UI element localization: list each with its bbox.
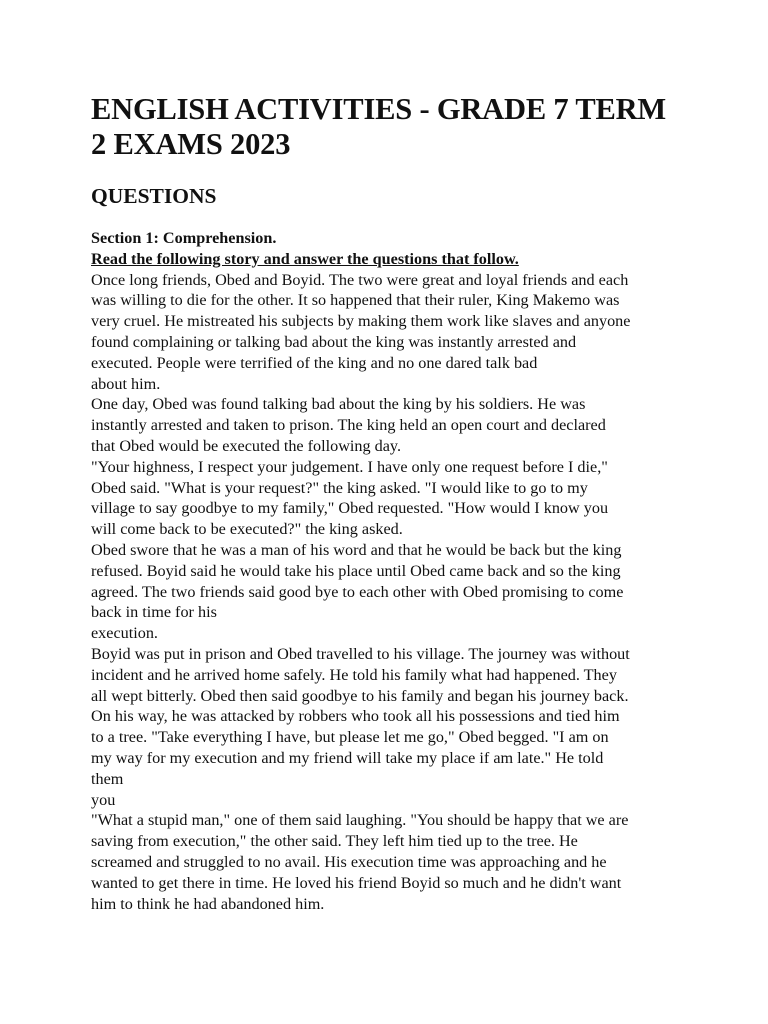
story-line: will come back to be executed?" the king asked. (91, 520, 403, 539)
story-text (91, 270, 681, 915)
questions-heading: QUESTIONS (91, 184, 217, 208)
story-line: One day, Obed was found talking bad about the king by his soldiers. He was (91, 395, 586, 414)
story-line: wanted to get there in time. He loved his friend Boyid so much and he didn't want (91, 873, 622, 892)
story-line: all wept bitterly. Obed then said goodbye to his family and began his journey back. (91, 686, 629, 705)
story-line: that Obed would be executed the following day. (91, 436, 402, 455)
section-heading: Section 1: Comprehension. (91, 229, 277, 247)
story-line: executed. People were terrified of the king and no one dared talk bad (91, 353, 538, 372)
story-line: about him. (91, 374, 161, 393)
instruction-text: Read the following story and answer the questions that follow. (91, 249, 519, 268)
story-line: incident and he arrived home safely. He told his family what had happened. They (91, 665, 617, 684)
story-line: On his way, he was attacked by robbers who took all his possessions and tied him (91, 707, 620, 726)
story-line: agreed. The two friends said good bye to each other with Obed promising to come (91, 582, 624, 601)
story-line: "What a stupid man," one of them said laughing. "You should be happy that we are (91, 811, 629, 830)
story-line: found complaining or talking bad about the king was instantly arrested and (91, 332, 577, 351)
story-line: very cruel. He mistreated his subjects by making them work like slaves and anyone (91, 312, 631, 331)
document-title (91, 92, 681, 162)
story-line: execution. (91, 624, 158, 643)
story-line: to a tree. "Take everything I have, but please let me go," Obed begged. "I am on (91, 728, 609, 747)
story-line: screamed and struggled to no avail. His execution time was approaching and he (91, 852, 607, 871)
story-line: was willing to die for the other. It so happened that their ruler, King Makemo was (91, 291, 620, 310)
title-line: ENGLISH ACTIVITIES - GRADE 7 TERM (91, 92, 667, 126)
story-line: my way for my execution and my friend will take my place if am late." He told (91, 748, 604, 767)
story-line: Once long friends, Obed and Boyid. The two were great and loyal friends and each (91, 270, 629, 289)
title-line: 2 EXAMS 2023 (91, 127, 291, 161)
document-page (91, 92, 681, 914)
story-line: them (91, 769, 124, 788)
story-line: Obed swore that he was a man of his word and that he would be back but the king (91, 540, 622, 559)
story-line: village to say goodbye to my family," Obed requested. "How would I know you (91, 499, 609, 518)
story-line: you (91, 790, 116, 809)
story-line: "Your highness, I respect your judgement. I have only one request before I die," (91, 457, 608, 476)
story-line: Boyid was put in prison and Obed travelled to his village. The journey was without (91, 644, 630, 663)
story-line: him to think he had abandoned him. (91, 894, 325, 913)
story-line: Obed said. "What is your request?" the king asked. "I would like to go to my (91, 478, 588, 497)
story-line: refused. Boyid said he would take his place until Obed came back and so the king (91, 561, 621, 580)
story-line: back in time for his (91, 603, 217, 622)
story-line: saving from execution," the other said. They left him tied up to the tree. He (91, 832, 578, 851)
story-line: instantly arrested and taken to prison. The king held an open court and declared (91, 416, 606, 435)
